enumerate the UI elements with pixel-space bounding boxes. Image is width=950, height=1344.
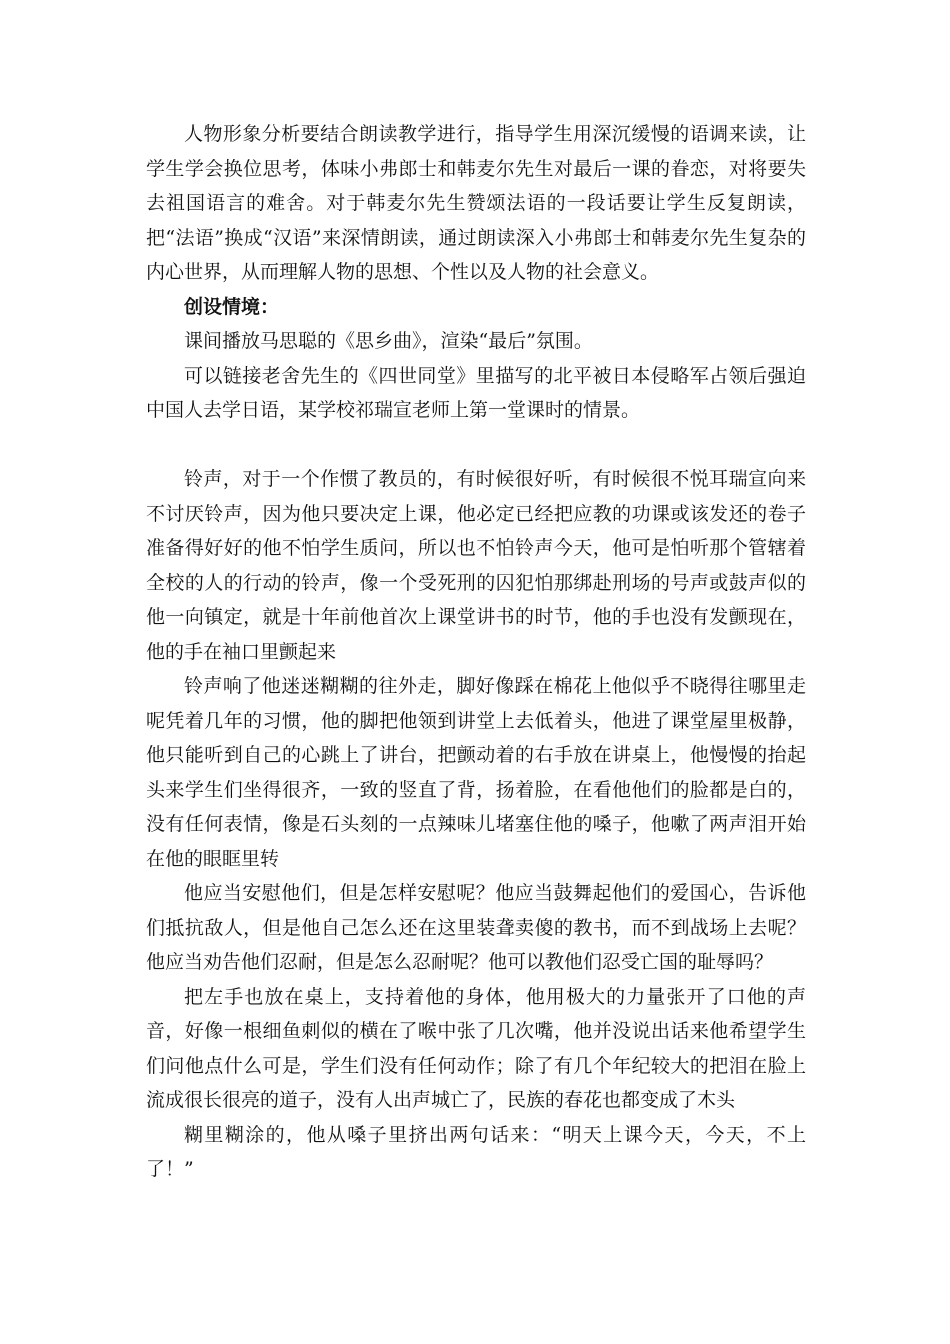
blank-line <box>146 428 806 463</box>
paragraph-music: 课间播放马思聪的《思乡曲》，渲染“最后”氛围。 <box>184 330 593 352</box>
paragraph-quote-comfort: 他应当安慰他们，但是怎样安慰呢？他应当鼓舞起他们的爱国心，告诉他们抵抗敌人，但是他自己怎么还在这里装聋卖傻的教书，而不到战场上去呢？他应当劝告他们忍耐，但是怎么忍耐呢？他可以教他们忍受亡国的耻辱吗？ <box>146 882 806 973</box>
paragraph-link-laoshe: 可以链接老舍先生的《四世同堂》里描写的北平被日本侵略军占领后强迫中国人去学日语，某学校祁瑞宣老师上第一堂课时的情景。 <box>146 364 806 421</box>
paragraph-quote-walk: 铃声响了他迷迷糊糊的往外走，脚好像踩在棉花上他似乎不晓得往哪里走呢凭着几年的习惯，他的脚把他领到讲堂上去低着头，他进了课堂屋里极静，他只能听到自己的心跳上了讲台，把颤动着的右手放在讲桌上，他慢慢的抬起头来学生们坐得很齐，一致的竖直了背，扬着脸，在看他他们的脸都是白的，没有任何表情，像是石头刻的一点辣味儿堵塞住他的嗓子，他嗽了两声泪开始在他的眼眶里转 <box>146 675 806 870</box>
document-body <box>146 117 806 1187</box>
paragraph-quote-bell: 铃声，对于一个作惯了教员的，有时候很好听，有时候很不悦耳瑞宣向来不讨厌铃声，因为他只要决定上课，他必定已经把应教的功课或该发还的卷子准备得好好的他不怕学生质问，所以也不怕铃声今天，他可是怕听那个管辖着全校的人的行动的铃声，像一个受死刑的囚犯怕那绑赴刑场的号声或鼓声似的他一向镇定，就是十年前他首次上课堂讲书的时节，他的手也没有发颤现在，他的手在袖口里颤起来 <box>146 468 806 663</box>
paragraph-quote-end: 糊里糊涂的，他从嗓子里挤出两句话来：“明天上课今天，今天，不上了！” <box>146 1123 806 1180</box>
paragraph-quote-voice: 把左手也放在桌上，支持着他的身体，他用极大的力量张开了口他的声音，好像一根细鱼刺似的横在了喉中张了几次嘴，他并没说出话来他希望学生们问他点什么可是，学生们没有任何动作；除了有几个年纪较大的把泪在脸上流成很长很亮的道子，没有人出声城亡了，民族的春花也都变成了木头 <box>146 985 806 1111</box>
section-heading-scenario: 创设情境： <box>184 295 280 318</box>
paragraph-analysis: 人物形象分析要结合朗读教学进行，指导学生用深沉缓慢的语调来读，让学生学会换位思考，体味小弗郎士和韩麦尔先生对最后一课的眷恋，对将要失去祖国语言的难舍。对于韩麦尔先生赞颂法语的一段话要让学生反复朗读，把“法语”换成“汉语”来深情朗读，通过朗读深入小弗郎士和韩麦尔先生复杂的内心世界，从而理解人物的思想、个性以及人物的社会意义。 <box>146 123 806 283</box>
